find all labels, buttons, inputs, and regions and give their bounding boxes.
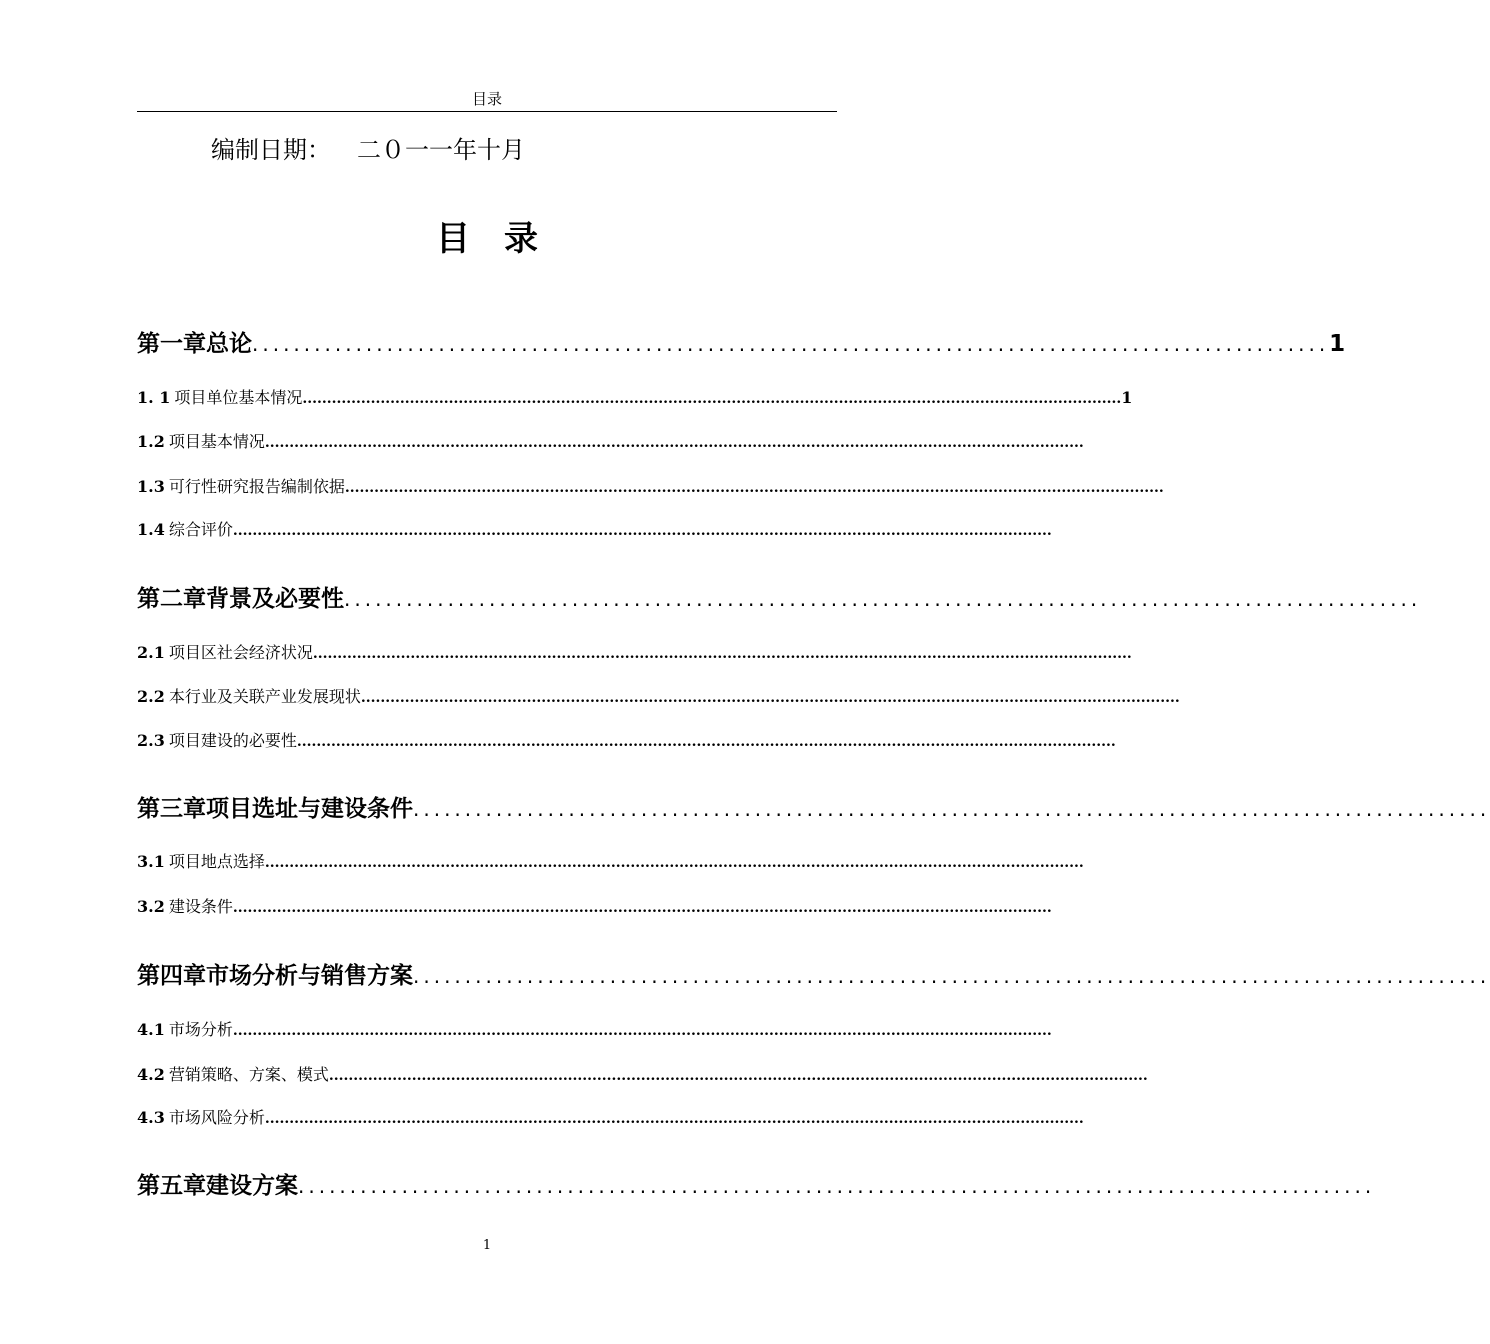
chapter-number: 第四章 bbox=[137, 963, 206, 989]
dot-leader: ........................................................................................................................................................................ bbox=[232, 523, 1052, 539]
toc-chapter-entry[interactable] bbox=[137, 794, 1490, 824]
chapter-number: 第五章 bbox=[137, 1173, 206, 1199]
chapter-title: 总论 bbox=[206, 331, 252, 357]
section-title: 市场风险分析 bbox=[168, 1108, 265, 1127]
dot-leader: ........................................................................................................................................................................ bbox=[328, 1068, 1148, 1084]
section-title: 综合评价 bbox=[168, 520, 233, 539]
dot-leader: ........................................................................................................................................................................ bbox=[296, 734, 1116, 750]
dot-leader: ........................................................................................................ bbox=[298, 1174, 1376, 1198]
section-title: 项目区社会经济状况 bbox=[168, 643, 313, 662]
section-title: 市场分析 bbox=[168, 1020, 233, 1039]
dot-leader: ........................................................................................................................................................................ bbox=[232, 900, 1052, 916]
toc-section-entry[interactable] bbox=[137, 431, 1084, 453]
section-number: 1. 1 bbox=[137, 388, 171, 407]
chapter-title: 建设方案 bbox=[206, 1173, 298, 1199]
toc-section-entry[interactable] bbox=[137, 519, 1052, 541]
dot-leader: ........................................................................................................................................................................ bbox=[344, 480, 1164, 496]
dot-leader: ........................................................................................................ bbox=[413, 797, 1490, 821]
dot-leader: ........................................................................................................ bbox=[344, 587, 1422, 611]
toc-section-entry[interactable] bbox=[137, 896, 1052, 918]
header-divider bbox=[137, 111, 837, 112]
section-title: 项目建设的必要性 bbox=[168, 731, 297, 750]
section-number: 2.1 bbox=[137, 643, 165, 662]
section-number: 1.4 bbox=[137, 520, 165, 539]
section-number: 4.2 bbox=[137, 1065, 165, 1084]
section-title: 项目地点选择 bbox=[168, 852, 265, 871]
section-number: 1.3 bbox=[137, 477, 165, 496]
toc-section-entry[interactable] bbox=[137, 1064, 1148, 1086]
dot-leader: ........................................................................................................................................................................ bbox=[232, 1023, 1052, 1039]
section-title: 可行性研究报告编制依据 bbox=[168, 477, 345, 496]
dot-leader: ........................................................................................................................................................................ bbox=[302, 391, 1122, 407]
compile-date-line bbox=[211, 134, 525, 166]
compile-date-value: 二０一一年十月 bbox=[357, 136, 525, 164]
section-number: 4.3 bbox=[137, 1108, 165, 1127]
dot-leader: ........................................................................................................................................................................ bbox=[264, 435, 1084, 451]
dot-leader: ........................................................................................................ bbox=[252, 332, 1330, 356]
toc-section-entry[interactable] bbox=[137, 730, 1116, 752]
section-number: 2.3 bbox=[137, 731, 165, 750]
compile-date-label: 编制日期： bbox=[211, 136, 331, 164]
section-number: 1.2 bbox=[137, 432, 165, 451]
chapter-title: 市场分析与销售方案 bbox=[206, 963, 413, 989]
toc-heading: 目录 bbox=[436, 219, 572, 259]
section-title: 项目单位基本情况 bbox=[174, 388, 303, 407]
chapter-number: 第二章 bbox=[137, 586, 206, 612]
toc-chapter-entry[interactable] bbox=[137, 584, 1422, 614]
dot-leader: ........................................................................................................................................................................ bbox=[360, 690, 1180, 706]
running-header: 目录 bbox=[471, 90, 502, 108]
toc-chapter-entry[interactable] bbox=[137, 961, 1490, 991]
section-number: 3.2 bbox=[137, 897, 165, 916]
dot-leader: ........................................................................................................................................................................ bbox=[312, 646, 1132, 662]
chapter-title: 背景及必要性 bbox=[206, 586, 344, 612]
toc-section-entry[interactable] bbox=[137, 1107, 1084, 1129]
page-number: 1 bbox=[1121, 388, 1133, 407]
toc-section-entry[interactable] bbox=[137, 686, 1180, 708]
chapter-number: 第一章 bbox=[137, 331, 206, 357]
dot-leader: ........................................................................................................................................................................ bbox=[264, 1111, 1084, 1127]
section-number: 3.1 bbox=[137, 852, 165, 871]
dot-leader: ........................................................................................................ bbox=[413, 964, 1490, 988]
footer-page-number: 1 bbox=[482, 1238, 492, 1253]
section-title: 营销策略、方案、模式 bbox=[168, 1065, 329, 1084]
page-number: 1 bbox=[1329, 331, 1346, 357]
section-title: 项目基本情况 bbox=[168, 432, 265, 451]
toc-section-entry[interactable] bbox=[137, 476, 1164, 498]
section-title: 建设条件 bbox=[168, 897, 233, 916]
dot-leader: ........................................................................................................................................................................ bbox=[264, 855, 1084, 871]
toc-chapter-entry[interactable] bbox=[137, 1171, 1376, 1201]
chapter-number: 第三章 bbox=[137, 796, 206, 822]
toc-section-entry[interactable] bbox=[137, 387, 1133, 409]
section-title: 本行业及关联产业发展现状 bbox=[168, 687, 361, 706]
toc-section-entry[interactable] bbox=[137, 1019, 1052, 1041]
toc-section-entry[interactable] bbox=[137, 851, 1084, 873]
section-number: 4.1 bbox=[137, 1020, 165, 1039]
chapter-title: 项目选址与建设条件 bbox=[206, 796, 413, 822]
toc-chapter-entry[interactable] bbox=[137, 329, 1346, 359]
section-number: 2.2 bbox=[137, 687, 165, 706]
toc-section-entry[interactable] bbox=[137, 642, 1132, 664]
